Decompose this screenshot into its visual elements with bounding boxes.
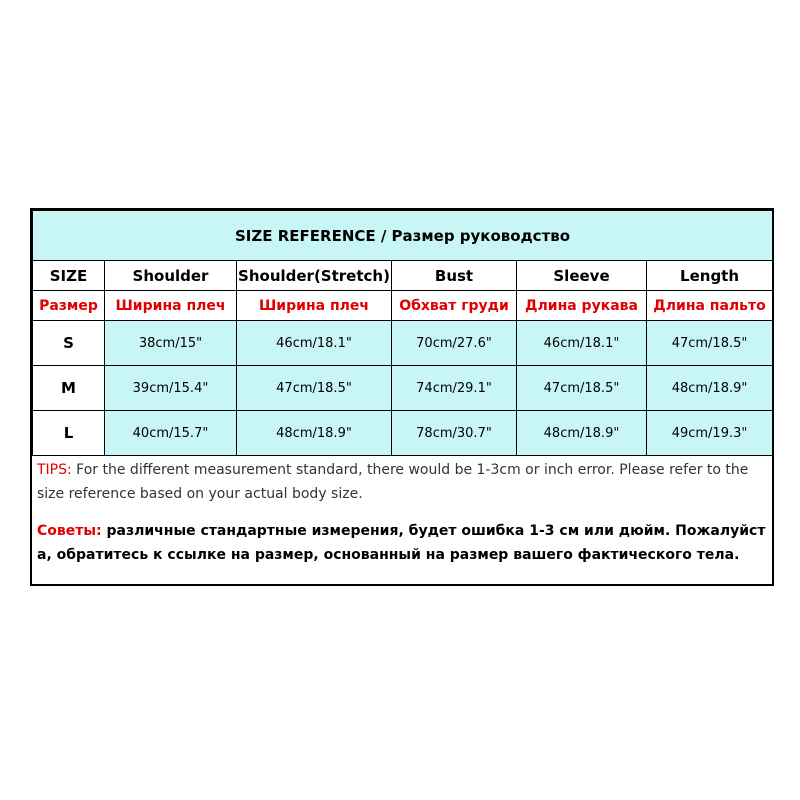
shoulder-value: 38cm/15" — [105, 321, 237, 366]
tips-english — [37, 458, 767, 506]
header-bust-ru: Обхват груди — [392, 291, 517, 321]
header-shoulder: Shoulder — [105, 261, 237, 291]
header-shoulder-stretch: Shoulder(Stretch) — [237, 261, 392, 291]
table-row — [33, 366, 773, 411]
tips-label-ru: Советы: — [37, 523, 102, 539]
table-title: SIZE REFERENCE / Размер руководство — [33, 211, 773, 261]
header-sleeve: Sleeve — [517, 261, 647, 291]
length-value: 49cm/19.3" — [647, 411, 773, 456]
header-length: Length — [647, 261, 773, 291]
sleeve-value: 46cm/18.1" — [517, 321, 647, 366]
header-shoulder-ru: Ширина плеч — [105, 291, 237, 321]
sleeve-value: 48cm/18.9" — [517, 411, 647, 456]
header-sleeve-ru: Длина рукава — [517, 291, 647, 321]
header-size-ru: Размер — [33, 291, 105, 321]
tips-label: TIPS: — [37, 462, 72, 478]
tips-section — [32, 456, 772, 567]
size-label: L — [33, 411, 105, 456]
tips-russian — [37, 519, 767, 567]
tips-text-ru: различные стандартные измерения, будет ошибка 1-3 см или дюйм. Пожалуйст а, обратитесь к ссылке на размер, основанный на размер вашего фактического тела. — [37, 523, 766, 563]
header-row-en — [33, 261, 773, 291]
header-row-ru — [33, 291, 773, 321]
sleeve-value: 47cm/18.5" — [517, 366, 647, 411]
shoulder-value: 40cm/15.7" — [105, 411, 237, 456]
length-value: 48cm/18.9" — [647, 366, 773, 411]
size-label: M — [33, 366, 105, 411]
header-length-ru: Длина пальто — [647, 291, 773, 321]
bust-value: 78cm/30.7" — [392, 411, 517, 456]
shoulder-stretch-value: 47cm/18.5" — [237, 366, 392, 411]
title-row — [33, 211, 773, 261]
table-row — [33, 411, 773, 456]
bust-value: 74cm/29.1" — [392, 366, 517, 411]
size-chart — [30, 208, 774, 586]
shoulder-stretch-value: 46cm/18.1" — [237, 321, 392, 366]
header-size: SIZE — [33, 261, 105, 291]
shoulder-value: 39cm/15.4" — [105, 366, 237, 411]
bust-value: 70cm/27.6" — [392, 321, 517, 366]
header-shoulder-stretch-ru: Ширина плеч — [237, 291, 392, 321]
shoulder-stretch-value: 48cm/18.9" — [237, 411, 392, 456]
size-label: S — [33, 321, 105, 366]
length-value: 47cm/18.5" — [647, 321, 773, 366]
size-table — [32, 210, 773, 456]
tips-text: For the different measurement standard, there would be 1-3cm or inch error. Please refer to the size reference based on your actual body size. — [37, 462, 749, 502]
header-bust: Bust — [392, 261, 517, 291]
table-row — [33, 321, 773, 366]
